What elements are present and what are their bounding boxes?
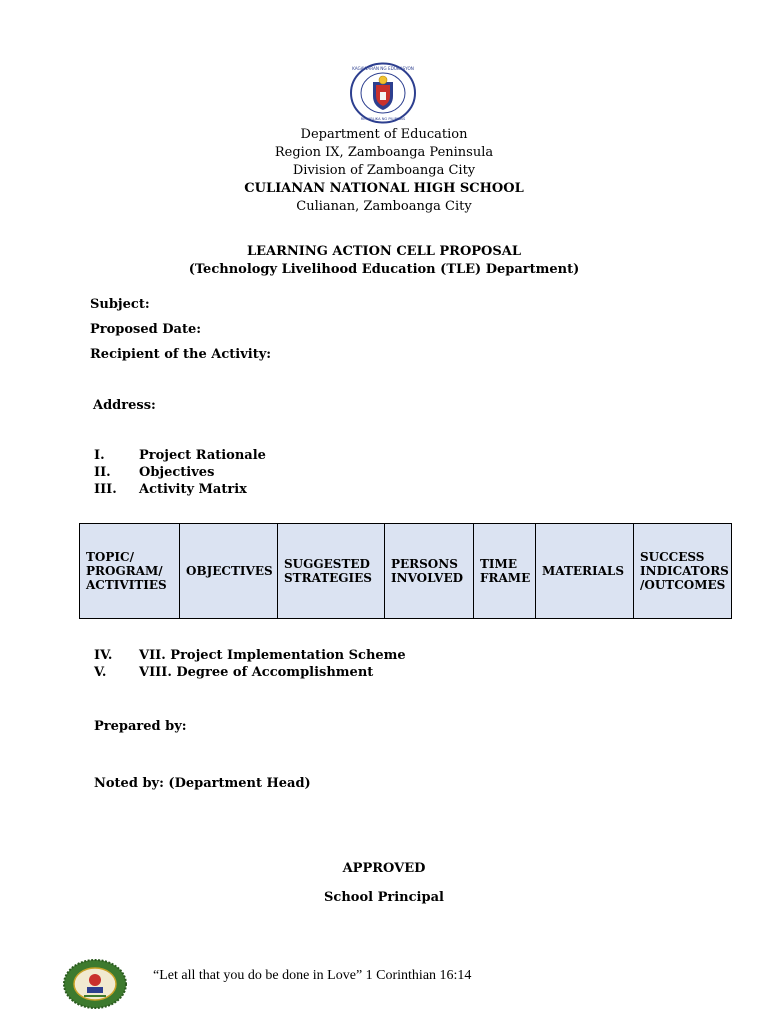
matrix-header-strategies: SUGGESTED STRATEGIES	[278, 524, 385, 619]
matrix-header-topic: TOPIC/ PROGRAM/ ACTIVITIES	[80, 524, 180, 619]
matrix-header-success: SUCCESS INDICATORS /OUTCOMES	[634, 524, 732, 619]
section-label: Activity Matrix	[139, 482, 247, 497]
school-seal-logo	[62, 958, 128, 1010]
section-number: I.	[94, 448, 105, 463]
section-item	[94, 447, 266, 464]
section-number: IV.	[94, 648, 113, 663]
activity-matrix-table	[79, 523, 732, 619]
section-label: VII. Project Implementation Scheme	[139, 648, 406, 663]
header-school-name: CULIANAN NATIONAL HIGH SCHOOL	[244, 181, 524, 196]
matrix-header-time-frame: TIME FRAME	[474, 524, 536, 619]
field-subject: Subject:	[90, 297, 150, 312]
svg-text:REPUBLIKA NG PILIPINAS: REPUBLIKA NG PILIPINAS	[360, 117, 406, 121]
principal-label: School Principal	[324, 890, 444, 905]
prepared-by-label: Prepared by:	[94, 719, 187, 734]
approved-label: APPROVED	[342, 861, 426, 876]
field-proposed-date: Proposed Date:	[90, 322, 202, 337]
section-item	[94, 664, 373, 681]
section-label: Objectives	[139, 465, 215, 480]
header-department: Department of Education	[300, 127, 468, 142]
table-header-row	[80, 524, 732, 619]
matrix-header-persons: PERSONS INVOLVED	[385, 524, 474, 619]
header-school-address: Culianan, Zamboanga City	[296, 199, 472, 214]
deped-seal-logo	[349, 62, 417, 124]
header-region: Region IX, Zamboanga Peninsula	[274, 145, 494, 160]
section-label: Project Rationale	[139, 448, 266, 463]
field-address: Address:	[93, 398, 156, 413]
footer-motto: “Let all that you do be done in Love” 1 Corinthian 16:14	[153, 968, 472, 983]
section-item	[94, 647, 406, 664]
matrix-header-materials: MATERIALS	[536, 524, 634, 619]
section-number: II.	[94, 465, 111, 480]
section-number: III.	[94, 482, 117, 497]
svg-text:KAGAWARAN NG EDUKASYON: KAGAWARAN NG EDUKASYON	[352, 66, 414, 71]
noted-by-label: Noted by: (Department Head)	[94, 776, 311, 791]
section-item	[94, 481, 247, 498]
section-label: VIII. Degree of Accomplishment	[139, 665, 374, 680]
section-item	[94, 464, 214, 481]
proposal-title: LEARNING ACTION CELL PROPOSAL	[246, 244, 521, 259]
proposal-subtitle: (Technology Livelihood Education (TLE) Department)	[188, 262, 580, 277]
matrix-header-objectives: OBJECTIVES	[180, 524, 278, 619]
field-recipient: Recipient of the Activity:	[90, 347, 272, 362]
section-number: V.	[94, 665, 107, 680]
header-division: Division of Zamboanga City	[292, 163, 476, 178]
